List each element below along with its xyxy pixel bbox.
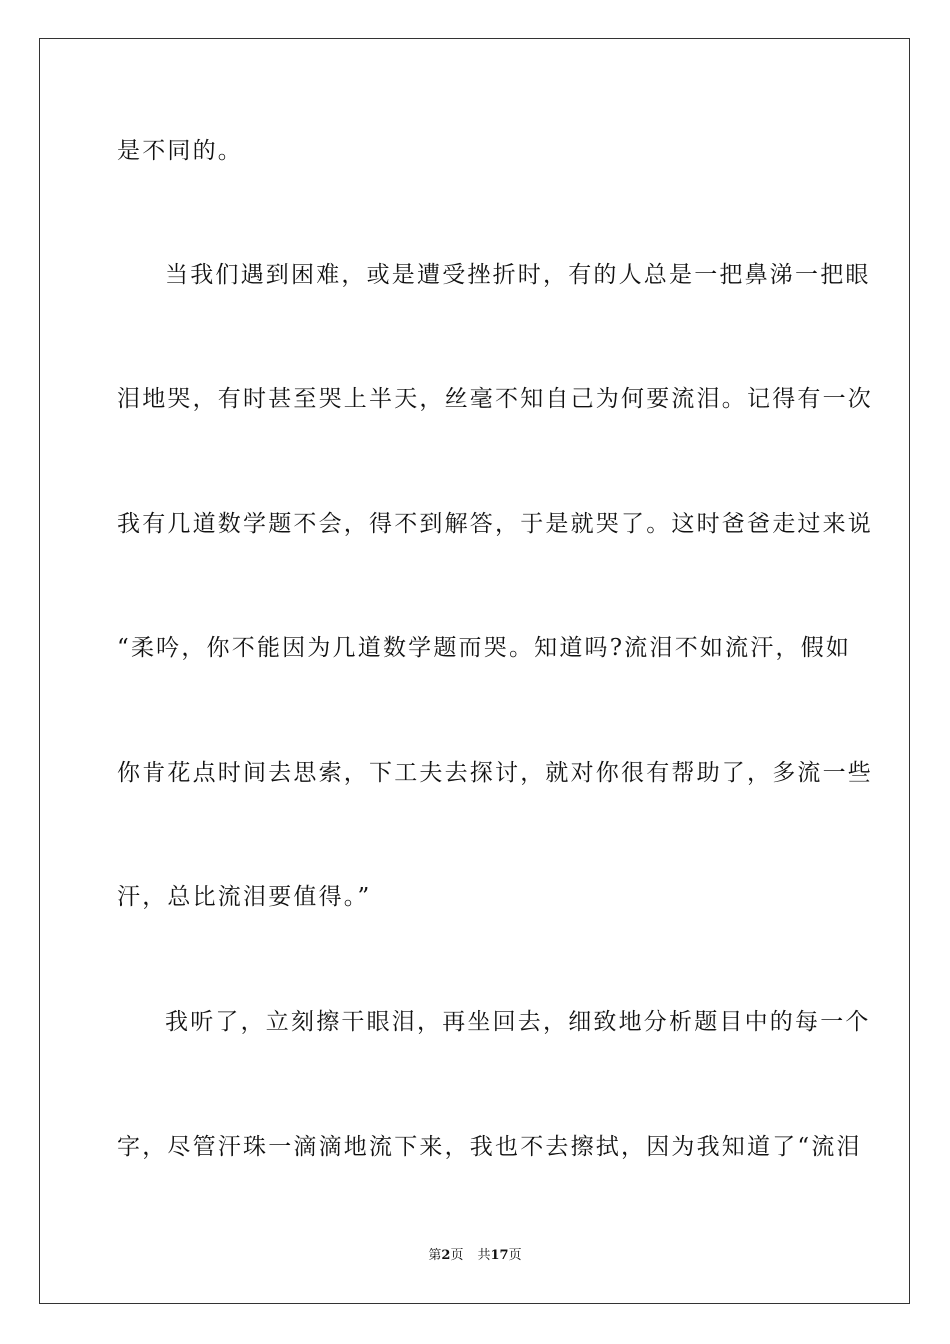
text-line-8: 我听了，立刻擦干眼泪，再坐回去，细致地分析题目中的每一个 xyxy=(165,1009,871,1035)
text-line-2: 当我们遇到困难，或是遭受挫折时，有的人总是一把鼻涕一把眼 xyxy=(165,262,871,288)
text-line-4: 我有几道数学题不会，得不到解答，于是就哭了。这时爸爸走过来说 xyxy=(117,511,873,537)
text-line-5: “柔吟，你不能因为几道数学题而哭。知道吗?流泪不如流汗，假如 xyxy=(117,635,852,661)
footer-total-suffix: 页 xyxy=(508,1248,522,1263)
footer-page-suffix: 页 xyxy=(450,1248,464,1263)
footer-page-prefix: 第 xyxy=(428,1248,442,1263)
text-line-6: 你肯花点时间去思索，下工夫去探讨，就对你很有帮助了，多流一些 xyxy=(117,760,873,786)
footer-total-pages: 17 xyxy=(490,1248,509,1263)
text-line-7: 汗，总比流泪要值得。” xyxy=(117,884,372,910)
page-footer xyxy=(0,1247,950,1265)
footer-total-prefix: 共 xyxy=(477,1248,491,1263)
footer-page-number: 2 xyxy=(441,1248,451,1263)
text-line-9: 字，尽管汗珠一滴滴地流下来，我也不去擦拭，因为我知道了“流泪 xyxy=(117,1134,862,1160)
text-line-1: 是不同的。 xyxy=(117,138,243,164)
text-line-3: 泪地哭，有时甚至哭上半天，丝毫不知自己为何要流泪。记得有一次 xyxy=(117,386,873,412)
page-border xyxy=(39,38,910,1304)
